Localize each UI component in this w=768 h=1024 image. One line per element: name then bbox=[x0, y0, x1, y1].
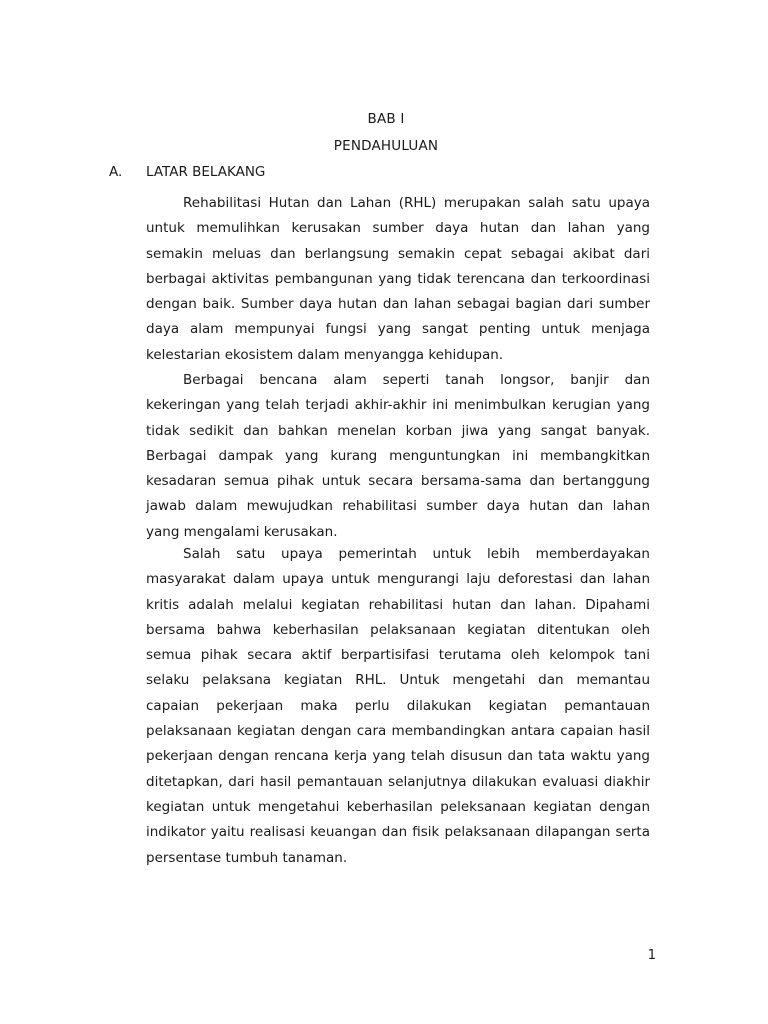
paragraph-line: Salah satu upaya pemerintah untuk lebih memberdayakan bbox=[183, 546, 650, 562]
paragraph-line: kegiatan untuk mengetahui keberhasilan peleksanaan kegiatan dengan bbox=[146, 798, 650, 815]
paragraph-line: selaku pelaksana kegiatan RHL. Untuk mengetahi dan memantau bbox=[146, 672, 650, 689]
paragraph-2 bbox=[146, 368, 650, 545]
paragraph-line: kelestarian ekosistem dalam menyangga kehidupan. bbox=[146, 346, 504, 363]
paragraph-line: kekeringan yang telah terjadi akhir-akhir ini menimbulkan kerugian yang bbox=[146, 397, 650, 414]
paragraph-line: persentase tumbuh tanaman. bbox=[146, 849, 348, 866]
paragraph-line: semakin meluas dan berlangsung semakin cepat sebagai akibat dari bbox=[146, 245, 650, 262]
paragraph-line: yang mengalami kerusakan. bbox=[146, 523, 338, 540]
section-title: LATAR BELAKANG bbox=[146, 164, 266, 180]
paragraph-line: pekerjaan dengan rencana kerja yang telah disusun dan tata waktu yang bbox=[146, 748, 650, 765]
paragraph-line: indikator yaitu realisasi keuangan dan fisik pelaksanaan dilapangan serta bbox=[146, 824, 650, 841]
paragraph-line: Rehabilitasi Hutan dan Lahan (RHL) merupakan salah satu upaya bbox=[183, 195, 650, 211]
paragraph-line: berbagai aktivitas pembangunan yang tidak terencana dan terkoordinasi bbox=[146, 270, 650, 287]
paragraph-line: Berbagai dampak yang kurang menguntungkan ini membangkitkan bbox=[146, 447, 650, 464]
page-number: 1 bbox=[647, 948, 656, 963]
chapter-heading: BAB I bbox=[367, 111, 405, 127]
section-number: A. bbox=[109, 164, 123, 180]
paragraph-line: capaian pekerjaan maka perlu dilakukan kegiatan pemantauan bbox=[146, 697, 650, 714]
paragraph-line: kritis adalah melalui kegiatan rehabilitasi hutan dan lahan. Dipahami bbox=[146, 596, 650, 613]
paragraph-line: semua pihak secara aktif berpartisifasi terutama oleh kelompok tani bbox=[146, 647, 650, 664]
paragraph-line: jawab dalam mewujudkan rehabilitasi sumber daya hutan dan lahan bbox=[146, 498, 650, 515]
paragraph-3 bbox=[146, 542, 650, 871]
paragraph-line: ditetapkan, dari hasil pemantauan selanjutnya dilakukan evaluasi diakhir bbox=[146, 773, 650, 790]
paragraph-line: tidak sedikit dan bahkan menelan korban jiwa yang sangat banyak. bbox=[146, 422, 650, 439]
paragraph-line: untuk memulihkan kerusakan sumber daya hutan dan lahan yang bbox=[146, 220, 650, 237]
paragraph-line: pelaksanaan kegiatan dengan cara membandingkan antara capaian hasil bbox=[146, 723, 650, 740]
paragraph-line: Berbagai bencana alam seperti tanah longsor, banjir dan bbox=[183, 372, 650, 388]
paragraph-line: bersama bahwa keberhasilan pelaksanaan kegiatan ditentukan oleh bbox=[146, 621, 650, 638]
paragraph-line: dengan baik. Sumber daya hutan dan lahan sebagai bagian dari sumber bbox=[146, 296, 650, 313]
paragraph-line: daya alam mempunyai fungsi yang sangat penting untuk menjaga bbox=[146, 321, 650, 338]
chapter-title: PENDAHULUAN bbox=[333, 138, 439, 154]
paragraph-line: masyarakat dalam upaya untuk mengurangi laju deforestasi dan lahan bbox=[146, 571, 650, 588]
paragraph-1 bbox=[146, 191, 650, 368]
paragraph-line: kesadaran semua pihak untuk secara bersama-sama dan bertanggung bbox=[146, 473, 650, 490]
